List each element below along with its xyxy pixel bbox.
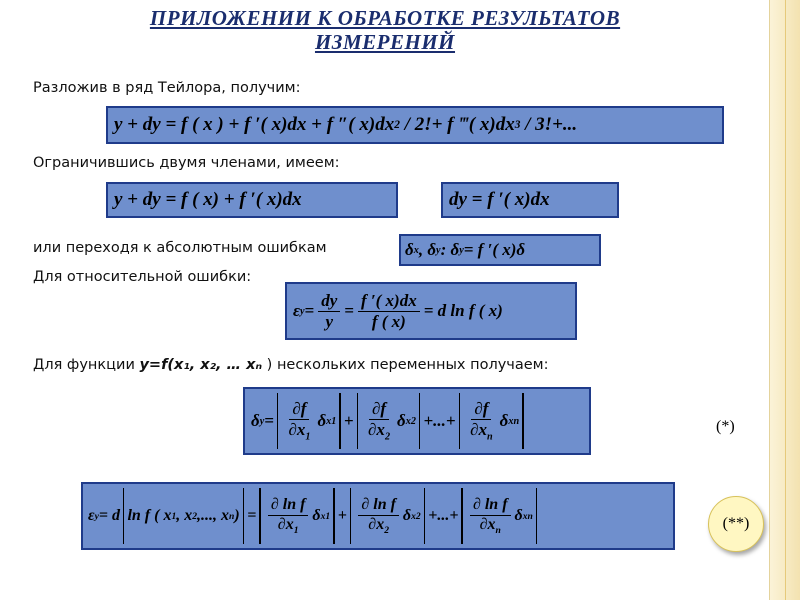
multivar-text-prefix: Для функции: [33, 357, 140, 373]
differential-formula: dy = f ′( x)dx: [441, 182, 619, 218]
multivar-text-suffix: ) нескольких переменных получаем:: [266, 357, 549, 373]
label-star: (*): [716, 418, 735, 435]
two-terms-text: Ограничившись двумя членами, имеем:: [33, 155, 340, 171]
relative-error-multivar-formula: ε y = d ln f ( x 1 , x 2 ,..., x n ) = $\frac{\text{∂ ln f}}{\partial x_1}$ δ x1 + $\frac{\text{∂ ln f}}{\partial x_2}$ δ x2 +...+ $\frac{\text{∂ ln f}}{\partial x_n}$ δ xn: [81, 482, 675, 550]
two-terms-formula: y + dy = f ( x) + f ′( x)dx: [106, 182, 398, 218]
multivar-text: [33, 357, 549, 373]
taylor-formula: y + dy = f ( x ) + f ′( x)dx + f ″( x)dx 2 / 2!+ f ‴( x)dx 3 / 3!+...: [106, 106, 724, 144]
slide-title-line1: ПРИЛОЖЕНИИ К ОБРАБОТКЕ РЕЗУЛЬТАТОВ: [149, 6, 621, 30]
slide-title-line2: ИЗМЕРЕНИЙ: [314, 30, 456, 54]
relative-error-formula: ε y = $\frac{dy}{y}$ = $\frac{f '( x)dx}{f ( x)}$ = d ln f ( x): [285, 282, 577, 340]
side-line: [785, 0, 786, 600]
absolute-error-text: или переходя к абсолютным ошибкам: [33, 240, 327, 256]
multivar-function: y=f(x₁, x₂, … xₙ: [139, 357, 263, 373]
taylor-text: Разложив в ряд Тейлора, получим:: [33, 80, 301, 96]
relative-error-text: Для относительной ошибки:: [33, 269, 252, 285]
absolute-error-formula: δ x , δ y : δ y = f ′( x)δ: [399, 234, 601, 266]
absolute-error-multivar-formula: δ y = $\frac{\partial f}{\partial x_1}$ δ x1 + $\frac{\partial f}{\partial x_2}$ δ x2 +...+ $\frac{\partial f}{\partial x_n}$ δ xn: [243, 387, 591, 455]
label-double-star: (**): [708, 496, 764, 552]
